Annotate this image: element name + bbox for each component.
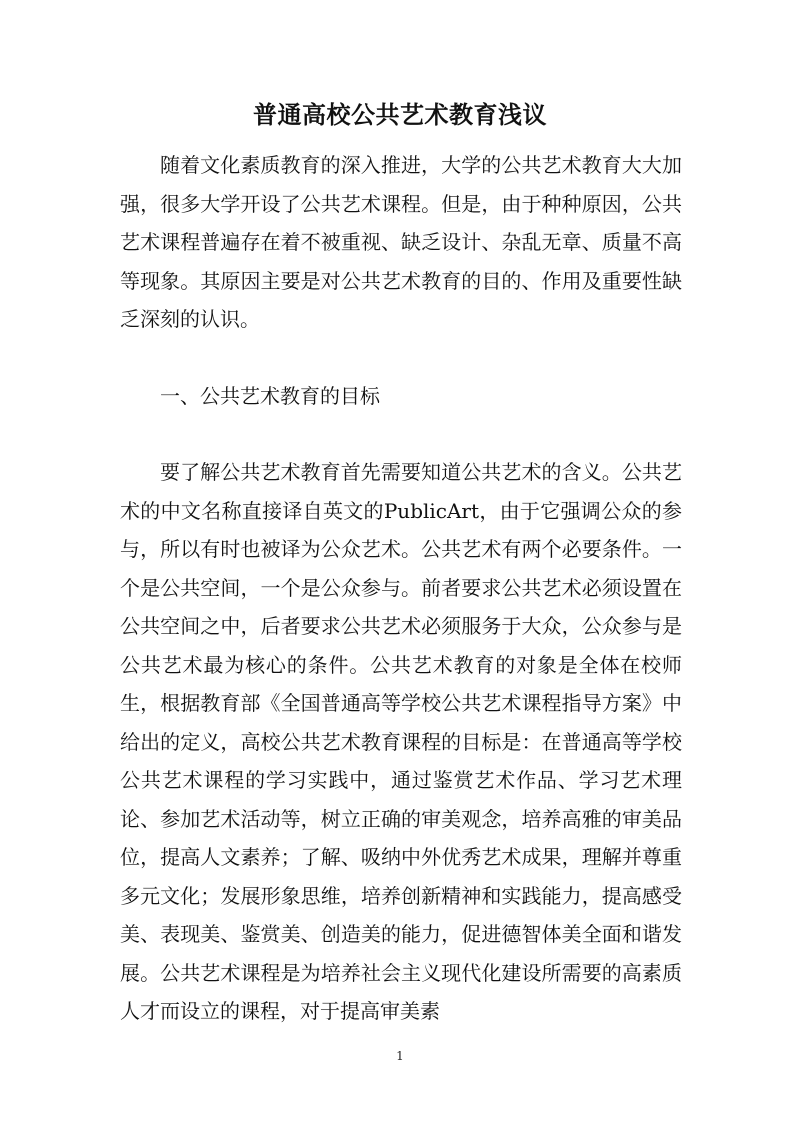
section-paragraph: 要了解公共艺术教育首先需要知道公共艺术的含义。公共艺术的中文名称直接译自英文的PublicArt，由于它强调公众的参与，所以有时也被译为公众艺术。公共艺术有两个必要条件。一个是公共空间，一个是公众参与。前者要求公共艺术必须设置在公共空间之中，后者要求公共艺术必须服务于大众，公众参与是公共艺术最为核心的条件。公共艺术教育的对象是全体在校师生，根据教育部《全国普通高等学校公共艺术课程指导方案》中给出的定义，高校公共艺术教育课程的目标是：在普通高等学校公共艺术课程的学习实践中，通过鉴赏艺术作品、学习艺术理论、参加艺术活动等，树立正确的审美观念，培养高雅的审美品位，提高人文素养；了解、吸纳中外优秀艺术成果，理解并尊重多元文化；发展形象思维，培养创新精神和实践能力，提高感受美、表现美、鉴赏美、创造美的能力，促进德智体美全面和谐发展。公共艺术课程是为培养社会主义现代化建设所需要的高素质人才而设立的课程，对于提高审美素 [120, 460, 682, 1023]
paragraph-spacer [120, 339, 682, 377]
section-heading: 一、公共艺术教育的目标 [160, 383, 380, 408]
page-number: 1 [396, 1049, 404, 1063]
paragraph-spacer [120, 415, 682, 453]
document-title: 普通高校公共艺术教育浅议 [253, 101, 547, 129]
intro-paragraph: 随着文化素质教育的深入推进，大学的公共艺术教育大大加强，很多大学开设了公共艺术课程。但是，由于种种原因，公共艺术课程普遍存在着不被重视、缺乏设计、杂乱无章、质量不高等现象。其原因主要是对公共艺术教育的目的、作用及重要性缺乏深刻的认识。 [120, 153, 682, 331]
document-body [120, 146, 682, 1031]
